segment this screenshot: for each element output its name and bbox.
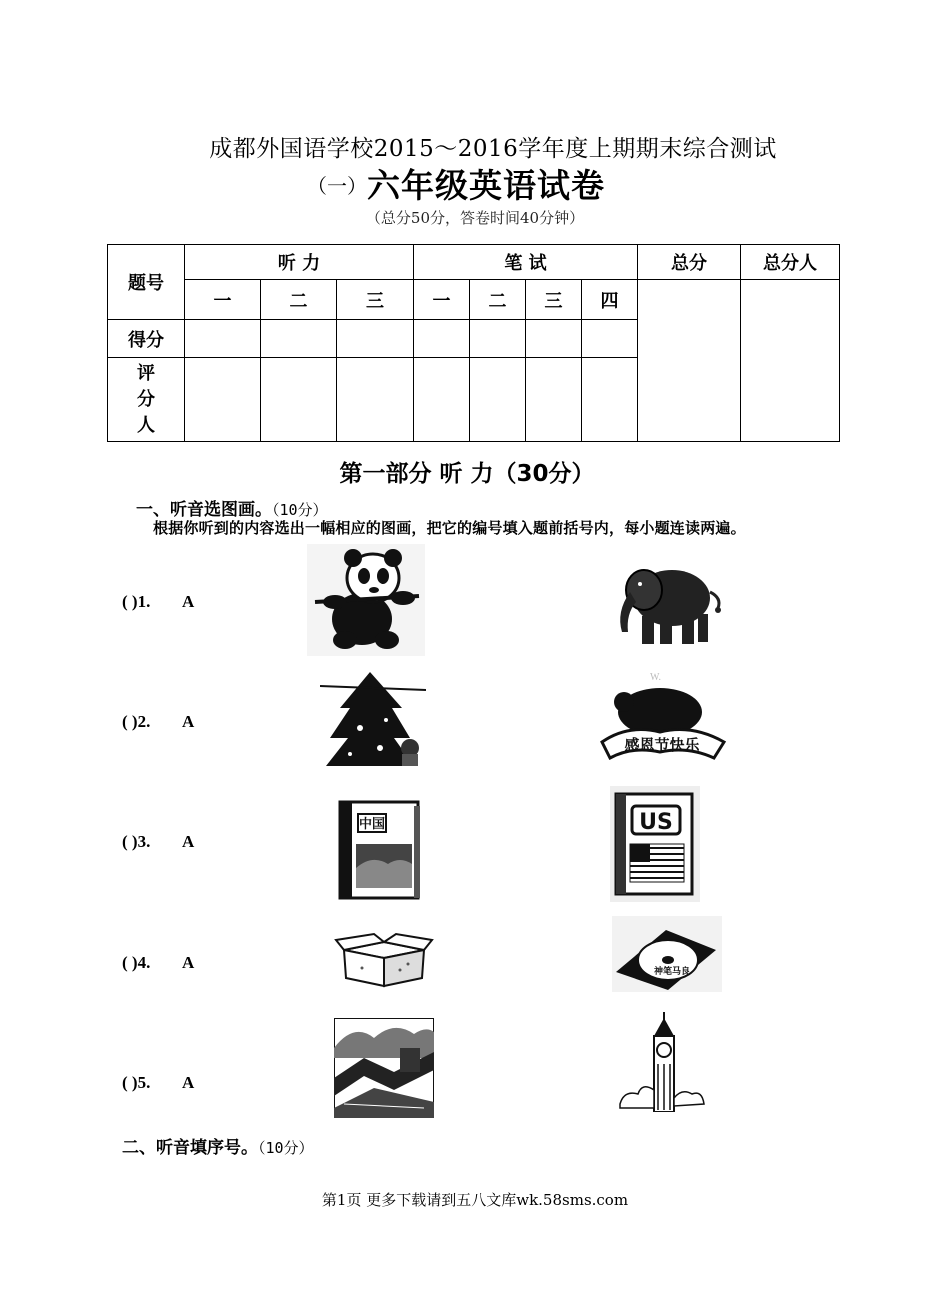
- cell-total-person-value: [741, 280, 840, 442]
- cell-written-4: 四: [582, 280, 638, 320]
- section2-title: [122, 1133, 314, 1158]
- page-footer: 第1页 更多下载请到五八文库wk.58sms.com: [321, 1191, 629, 1209]
- elephant-picture: [612, 552, 728, 650]
- exam-title-line2: [0, 160, 912, 207]
- question-3: [122, 832, 194, 852]
- exam-title-line1: 成都外国语学校2015～2016学年度上期期末综合测试: [209, 136, 777, 162]
- cell-tihao: 题号: [108, 245, 185, 320]
- cell-total-value: [638, 280, 741, 442]
- grader-char: 分: [137, 388, 155, 410]
- china-label: 中国: [358, 817, 386, 832]
- cell-grader: [526, 358, 582, 442]
- option-label: A: [182, 832, 195, 851]
- cell-listening: 听 力: [185, 245, 414, 280]
- cell-score: [337, 320, 414, 358]
- cell-score: [185, 320, 261, 358]
- thanks-label: 感恩节快乐: [624, 736, 700, 754]
- cell-grader: [470, 358, 526, 442]
- option-label: A: [182, 953, 195, 972]
- cell-written: 笔 试: [414, 245, 638, 280]
- option-label: A: [182, 712, 195, 731]
- question-number: ( )3.: [122, 832, 151, 851]
- exam-main-title: 六年级英语试卷: [367, 166, 605, 205]
- cell-score: [582, 320, 638, 358]
- panda-picture: [307, 544, 425, 656]
- thanksgiving-turkey-picture: [598, 668, 728, 766]
- section2-heading: 二、听音填序号。: [122, 1138, 258, 1158]
- cd-picture: [612, 916, 722, 992]
- cell-listening-3: 三: [337, 280, 414, 320]
- cell-total: 总分: [638, 245, 741, 280]
- us-book-picture: [610, 786, 700, 902]
- big-ben-picture: [614, 1012, 710, 1112]
- question-number: ( )5.: [122, 1073, 151, 1092]
- cell-score: [414, 320, 470, 358]
- title-paren: （一）: [307, 174, 367, 198]
- cell-listening-1: 一: [185, 280, 261, 320]
- cell-score: [470, 320, 526, 358]
- question-number: ( )4.: [122, 953, 151, 972]
- section1-heading: 一、听音选图画。: [136, 500, 272, 520]
- christmas-tree-picture: [320, 668, 426, 768]
- option-label: A: [182, 1073, 195, 1092]
- section2-points: （10分）: [258, 1139, 314, 1157]
- cell-score-label: 得分: [108, 320, 185, 358]
- cell-grader: [185, 358, 261, 442]
- question-5: [122, 1073, 194, 1093]
- cell-written-3: 三: [526, 280, 582, 320]
- cell-grader: [414, 358, 470, 442]
- cell-grader-label: [108, 358, 185, 442]
- china-book-picture: [336, 798, 422, 902]
- cell-written-2: 二: [470, 280, 526, 320]
- cell-written-1: 一: [414, 280, 470, 320]
- cell-grader: [261, 358, 337, 442]
- section1-instruction: 根据你听到的内容选出一幅相应的图画，把它的编号填入题前括号内，每小题连读两遍。: [153, 519, 746, 537]
- cell-score: [526, 320, 582, 358]
- cd-label: 神笔马良: [653, 967, 691, 977]
- exam-subtitle: （总分50分，答卷时间40分钟）: [365, 209, 585, 227]
- score-table: [107, 244, 840, 442]
- grader-char: 人: [137, 414, 155, 436]
- question-1: [122, 592, 194, 612]
- us-label: US: [639, 810, 673, 835]
- part1-title: 第一部分 听 力（30分）: [339, 461, 595, 487]
- grader-char: 评: [137, 362, 155, 384]
- cell-score: [261, 320, 337, 358]
- great-wall-picture: [334, 1018, 434, 1118]
- cell-grader: [582, 358, 638, 442]
- cell-listening-2: 二: [261, 280, 337, 320]
- box-picture: [334, 928, 434, 988]
- cell-grader: [337, 358, 414, 442]
- cell-total-person: 总分人: [741, 245, 840, 280]
- question-2: [122, 712, 194, 732]
- svg-text:W.: W.: [650, 672, 662, 683]
- question-4: [122, 953, 194, 973]
- question-number: ( )1.: [122, 592, 151, 611]
- question-number: ( )2.: [122, 712, 151, 731]
- option-label: A: [182, 592, 195, 611]
- section1-points: （10分）: [272, 501, 328, 519]
